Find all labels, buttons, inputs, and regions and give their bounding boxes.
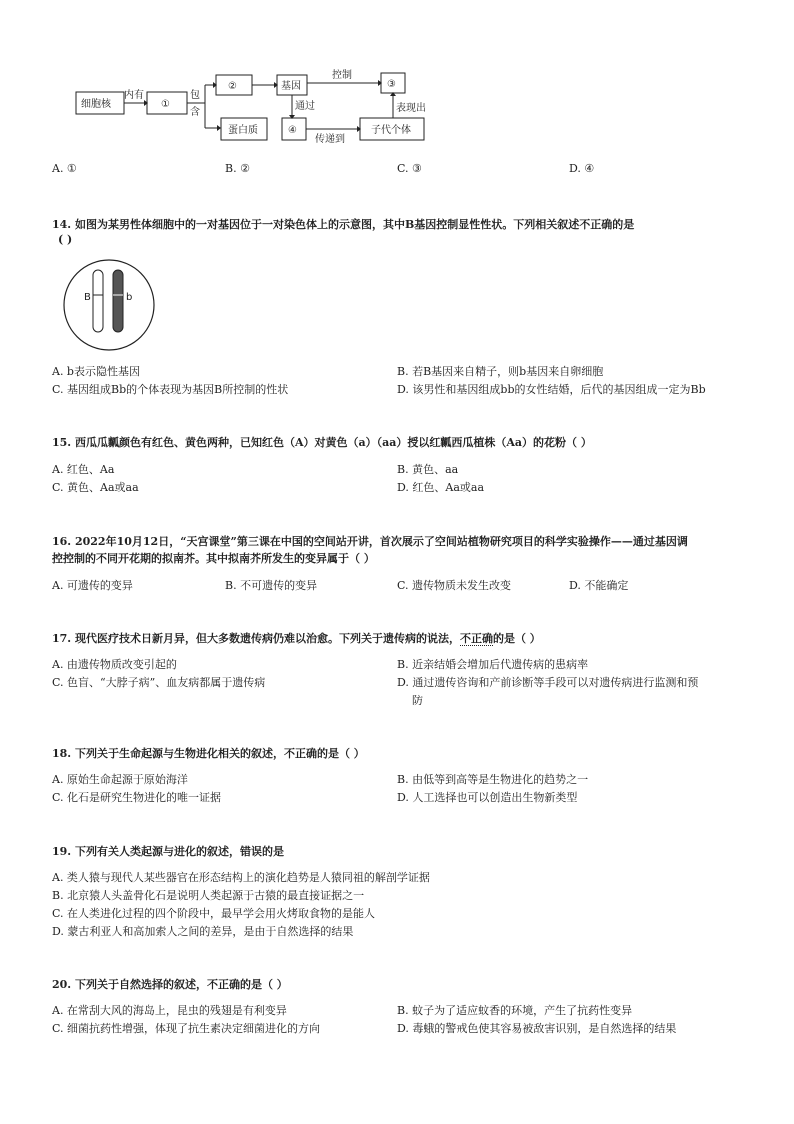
q14-option-b[interactable]: B. 若B基因来自精子，则b基因来自卵细胞 [397,365,604,378]
q16-stem-line1: 16. 2022年10月12日，“天宫课堂”第三课在中国的空间站开讲，首次展示了空间站植物研究项目的科学实验操作——通过基因调 [52,535,688,548]
q17-stem-after: 的是（ ） [492,632,541,645]
label-n4: ④ [288,125,297,136]
q14-stem: 14. 如图为某男性体细胞中的一对基因位于一对染色体上的示意图，其中B基因控制显性性状。下列相关叙述不正确的是 [52,218,635,231]
q13-option-d[interactable]: D. ④ [569,162,595,175]
q20-option-a[interactable]: A. 在常刮大风的海岛上，昆虫的残翅是有利变异 [52,1004,287,1017]
label-gene: 基因 [281,81,301,92]
q18-option-c[interactable]: C. 化石是研究生物进化的唯一证据 [52,791,222,804]
label-n2: ② [228,81,237,92]
q16-option-d[interactable]: D. 不能确定 [569,579,629,592]
q13-option-b[interactable]: B. ② [225,162,250,175]
q17-option-c[interactable]: C. 色盲、“大脖子病”、血友病都属于遗传病 [52,676,266,689]
q19-option-c[interactable]: C. 在人类进化过程的四个阶段中，最早学会用火烤取食物的是能人 [52,907,376,920]
q18-option-d[interactable]: D. 人工选择也可以创造出生物新类型 [397,791,578,804]
label-n3: ③ [387,79,396,90]
q17-option-b[interactable]: B. 近亲结婚会增加后代遗传病的患病率 [397,658,589,671]
label-gene-b: b [126,292,133,303]
q17-stem [52,630,541,646]
label-gene-B: B [84,292,91,303]
label-cell-nucleus: 细胞核 [81,99,111,110]
q18-option-b[interactable]: B. 由低等到高等是生物进化的趋势之一 [397,773,589,786]
label-contains: 内有 [124,90,144,101]
q20-option-c[interactable]: C. 细菌抗药性增强，体现了抗生素决定细菌进化的方向 [52,1022,321,1035]
q13-concept-diagram [70,62,440,152]
q17-option-d-continued: 防 [412,694,423,707]
q17-stem-before: 17. 现代医疗技术日新月异，但大多数遗传病仍难以治愈。下列关于遗传病的说法， [52,632,460,645]
q14-option-a[interactable]: A. b表示隐性基因 [52,365,140,378]
label-through: 通过 [295,101,315,112]
q19-stem: 19. 下列有关人类起源与进化的叙述，错误的是 [52,845,284,858]
label-offspring: 子代个体 [371,125,411,136]
chromosome-left [93,270,103,332]
q14-option-c[interactable]: C. 基因组成Bb的个体表现为基因B所控制的性状 [52,383,289,396]
q16-option-a[interactable]: A. 可遗传的变异 [52,579,133,592]
chromosome-right [113,270,123,332]
q14-option-d[interactable]: D. 该男性和基因组成bb的女性结婚，后代的基因组成一定为Bb [397,383,706,396]
q20-option-b[interactable]: B. 蚊子为了适应蚊香的环境，产生了抗药性变异 [397,1004,633,1017]
label-n1: ① [161,99,170,110]
q15-option-a[interactable]: A. 红色、Aa [52,463,115,476]
label-protein: 蛋白质 [228,125,258,136]
q19-option-a[interactable]: A. 类人猿与现代人某些器官在形态结构上的演化趋势是人猿同祖的解剖学证据 [52,871,430,884]
label-passed-to: 传递到 [315,134,345,145]
label-express: 表现出 [396,103,426,114]
q19-option-b[interactable]: B. 北京猿人头盖骨化石是说明人类起源于古猿的最直接证据之一 [52,889,365,902]
label-include-2: 含 [190,107,200,118]
q20-stem: 20. 下列关于自然选择的叙述，不正确的是（ ） [52,978,288,991]
q19-option-d[interactable]: D. 蒙古利亚人和高加索人之间的差异，是由于自然选择的结果 [52,925,354,938]
q18-stem: 18. 下列关于生命起源与生物进化相关的叙述，不正确的是（ ） [52,747,365,760]
q17-option-d[interactable]: D. 通过遗传咨询和产前诊断等手段可以对遗传病进行监测和预 [397,676,699,689]
q14-bracket: ( ) [58,233,73,246]
q16-option-b[interactable]: B. 不可遗传的变异 [225,579,318,592]
q15-option-d[interactable]: D. 红色、Aa或aa [397,481,485,494]
q17-stem-emphasis: 不正确 [459,632,493,645]
cell-outline [64,260,154,350]
q15-option-b[interactable]: B. 黄色、aa [397,463,459,476]
q16-option-c[interactable]: C. 遗传物质未发生改变 [397,579,512,592]
label-include-1: 包 [190,90,200,101]
q15-option-c[interactable]: C. 黄色、Aa或aa [52,481,139,494]
q13-option-c[interactable]: C. ③ [397,162,422,175]
q16-stem-line2: 控控制的不同开花期的拟南芥。其中拟南芥所发生的变异属于（ ） [52,552,375,565]
q13-option-a[interactable]: A. ① [52,162,77,175]
label-control: 控制 [332,70,352,81]
q18-option-a[interactable]: A. 原始生命起源于原始海洋 [52,773,188,786]
q20-option-d[interactable]: D. 毒蛾的警戒色使其容易被敌害识别，是自然选择的结果 [397,1022,677,1035]
q17-option-a[interactable]: A. 由遗传物质改变引起的 [52,658,177,671]
q14-chromosome-figure [62,258,156,352]
q15-stem: 15. 西瓜瓜瓤颜色有红色、黄色两种，已知红色（A）对黄色（a）（aa）授以红瓤西瓜植株（Aa）的花粉（ ） [52,436,592,449]
